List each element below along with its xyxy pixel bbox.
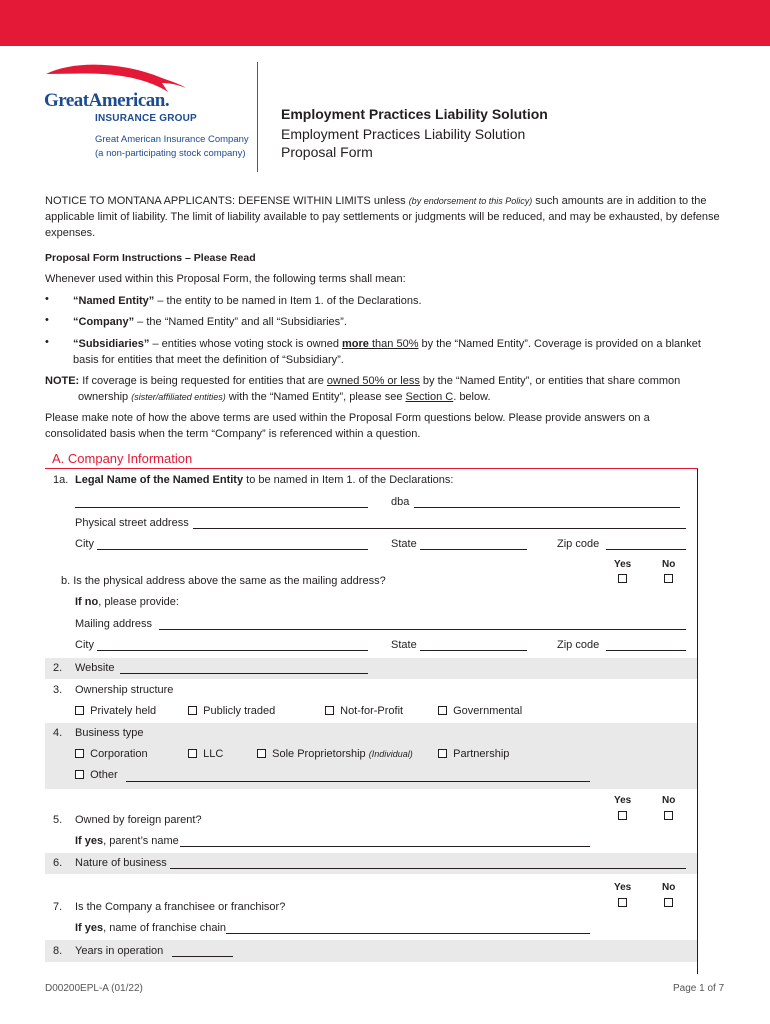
parent-name-label [75, 835, 179, 847]
q7-label: Is the Company a franchisee or franchisor? [75, 901, 286, 913]
q7-yes-checkbox[interactable] [618, 898, 627, 907]
q7-no-header: No [662, 882, 676, 893]
city-field[interactable] [97, 549, 368, 550]
q2-number: 2. [53, 662, 63, 674]
make-note-line-2: consolidated basis when the term “Company” is referenced within a question. [45, 428, 421, 440]
bullet-3: • [45, 336, 49, 348]
note-text-3: ownership [78, 391, 132, 403]
notice-text-2: such amounts are in addition to the applicable limit of liability. The limit of liability available to pay settlements or judgments will be reduced, and may be exhausted, by defense expenses. [45, 195, 720, 239]
definition-subsidiaries [73, 336, 723, 368]
definition-2: by the “Named Entity”. Coverage is provided on a blanket [418, 338, 701, 350]
definition: – entities whose voting stock is owned [149, 338, 343, 350]
q3-number: 3. [53, 684, 63, 696]
option-label: LLC [203, 748, 224, 760]
row-shade-q2 [45, 658, 697, 679]
option-label: Other [90, 769, 118, 781]
option-privately-held[interactable] [75, 705, 156, 717]
parent-name-text: , parent’s name [103, 835, 179, 847]
option-label: Governmental [453, 705, 523, 717]
note-text-5: . below. [453, 391, 491, 403]
option-label: Sole Proprietorship [272, 748, 366, 760]
note-emphasis: owned 50% or less [326, 375, 420, 387]
q3-label: Ownership structure [75, 684, 174, 696]
if-yes-bold: If yes [75, 922, 104, 934]
q5-no-checkbox[interactable] [664, 811, 673, 820]
bullet-1: • [45, 293, 49, 305]
franchise-chain-text: , name of franchise chain [103, 922, 227, 934]
zip-field[interactable] [606, 549, 686, 550]
zip-label: Zip code [557, 538, 600, 550]
note-text: If coverage is being requested for entities that are [79, 375, 327, 387]
q5-no-header: No [662, 795, 676, 806]
q5-yes-header: Yes [614, 795, 632, 806]
checkbox-icon[interactable] [188, 706, 197, 715]
q1a-bold: Legal Name of the Named Entity [75, 474, 244, 486]
franchise-chain-label [75, 922, 226, 934]
section-a-rule [45, 468, 698, 469]
page-number: Page 1 of 7 [673, 983, 725, 994]
q5-yes-checkbox[interactable] [618, 811, 627, 820]
section-a-heading: A. Company Information [52, 451, 193, 466]
q7-no-checkbox[interactable] [664, 898, 673, 907]
option-label: Not-for-Profit [340, 705, 404, 717]
form-title: Employment Practices Liability Solution [281, 106, 548, 122]
state-label: State [391, 538, 417, 550]
top-banner [0, 0, 770, 46]
form-right-border [697, 469, 698, 974]
q6-number: 6. [53, 857, 63, 869]
franchise-chain-field[interactable] [226, 933, 590, 934]
logo-subtitle: INSURANCE GROUP [95, 113, 197, 124]
checkbox-icon[interactable] [438, 706, 447, 715]
mail-city-field[interactable] [97, 650, 368, 651]
option-not-for-profit[interactable] [325, 705, 403, 717]
legal-name-field[interactable] [75, 507, 368, 508]
checkbox-icon[interactable] [75, 749, 84, 758]
state-field[interactable] [420, 549, 527, 550]
if-no-bold: If no [75, 596, 99, 608]
option-label: Corporation [90, 748, 148, 760]
option-sole-proprietorship[interactable] [257, 748, 413, 760]
checkbox-icon[interactable] [325, 706, 334, 715]
section-c-link[interactable]: Section C [405, 391, 454, 403]
q8-number: 8. [53, 945, 63, 957]
montana-notice [45, 193, 730, 241]
q5-number: 5. [53, 814, 63, 826]
q4-label: Business type [75, 727, 144, 739]
term: “Named Entity” [73, 295, 155, 307]
option-note: (Individual) [368, 749, 413, 759]
form-subtitle [281, 125, 525, 161]
note-italic: (sister/affiliated entities) [131, 392, 226, 402]
q1b-yes-header: Yes [614, 559, 632, 570]
option-other[interactable] [75, 769, 118, 781]
subtitle-line-1: Employment Practices Liability Solution [281, 126, 526, 142]
emphasis-more: more [342, 338, 369, 350]
mail-state-label: State [391, 639, 417, 651]
note-label: NOTE: [45, 375, 80, 387]
website-field[interactable] [120, 673, 368, 674]
option-corporation[interactable] [75, 748, 148, 760]
q1a-text: to be named in Item 1. of the Declarations: [243, 474, 454, 486]
checkbox-icon[interactable] [75, 770, 84, 779]
header-divider [257, 62, 258, 172]
q1b-no-checkbox[interactable] [664, 574, 673, 583]
definition-company [73, 314, 347, 330]
subtitle-line-2: Proposal Form [281, 144, 373, 160]
q1a-label [75, 474, 453, 486]
option-governmental[interactable] [438, 705, 522, 717]
q7-number: 7. [53, 901, 63, 913]
other-business-type-field[interactable] [126, 781, 590, 782]
q1b-label: b. Is the physical address above the same as the mailing address? [61, 575, 386, 587]
definition: – the entity to be named in Item 1. of the Declarations. [154, 295, 422, 307]
q1b-no-header: No [662, 559, 676, 570]
instructions-heading: Proposal Form Instructions – Please Read [45, 252, 256, 264]
company-logo [44, 62, 249, 162]
option-label: Publicly traded [203, 705, 276, 717]
form-code: D00200EPL-A (01/22) [45, 983, 143, 994]
q1a-number: 1a. [53, 474, 69, 486]
q8-label: Years in operation [75, 945, 164, 957]
option-llc[interactable] [188, 748, 223, 760]
company-note: (a non-participating stock company) [95, 148, 246, 159]
street-field[interactable] [193, 528, 686, 529]
dba-label: dba [391, 496, 410, 508]
q1b-yes-checkbox[interactable] [618, 574, 627, 583]
mailing-field[interactable] [159, 629, 686, 630]
make-note-paragraph [45, 410, 730, 442]
years-in-operation-field[interactable] [172, 956, 233, 957]
mail-zip-field[interactable] [606, 650, 686, 651]
q4-number: 4. [53, 727, 63, 739]
definition-3: basis for entities that meet the definition of “Subsidiary”. [73, 354, 344, 366]
option-label: Partnership [453, 748, 510, 760]
definition-named-entity [73, 293, 422, 309]
q6-label: Nature of business [75, 857, 167, 869]
mail-state-field[interactable] [420, 650, 527, 651]
dba-field[interactable] [414, 507, 680, 508]
checkbox-icon[interactable] [75, 706, 84, 715]
term: “Company” [73, 316, 135, 328]
if-no-text: , please provide: [98, 596, 179, 608]
nature-of-business-field[interactable] [170, 868, 686, 869]
notice-text: NOTICE TO MONTANA APPLICANTS: DEFENSE WITHIN LIMITS unless [45, 195, 409, 207]
street-label: Physical street address [75, 517, 189, 529]
bullet-2: • [45, 314, 49, 326]
option-label: Privately held [90, 705, 157, 717]
if-yes-bold: If yes [75, 835, 104, 847]
make-note-line-1: Please make note of how the above terms are used within the Proposal Form questions below. Please provide answers on a [45, 412, 650, 424]
note-block [45, 373, 725, 405]
q5-label: Owned by foreign parent? [75, 814, 202, 826]
checkbox-icon[interactable] [188, 749, 197, 758]
parent-name-field[interactable] [180, 846, 590, 847]
term: “Subsidiaries” [73, 338, 150, 350]
checkbox-icon[interactable] [257, 749, 266, 758]
mailing-label: Mailing address [75, 618, 153, 630]
mail-zip-label: Zip code [557, 639, 600, 651]
emphasis-than: than 50% [368, 338, 419, 350]
option-partnership[interactable] [438, 748, 509, 760]
mail-city-label: City [75, 639, 94, 651]
q2-label: Website [75, 662, 115, 674]
if-no-label [75, 596, 179, 608]
note-text-2: by the “Named Entity”, or entities that share common [419, 375, 681, 387]
checkbox-icon[interactable] [438, 749, 447, 758]
company-name: Great American Insurance Company [95, 134, 249, 145]
option-publicly-traded[interactable] [188, 705, 275, 717]
definition: – the “Named Entity” and all “Subsidiaries”. [134, 316, 347, 328]
instructions-intro: Whenever used within this Proposal Form, the following terms shall mean: [45, 273, 406, 285]
city-label: City [75, 538, 94, 550]
logo-wordmark: GreatAmerican. [44, 90, 170, 111]
note-text-4: with the “Named Entity”, please see [225, 391, 406, 403]
q7-yes-header: Yes [614, 882, 632, 893]
notice-italic: (by endorsement to this Policy) [408, 196, 533, 206]
